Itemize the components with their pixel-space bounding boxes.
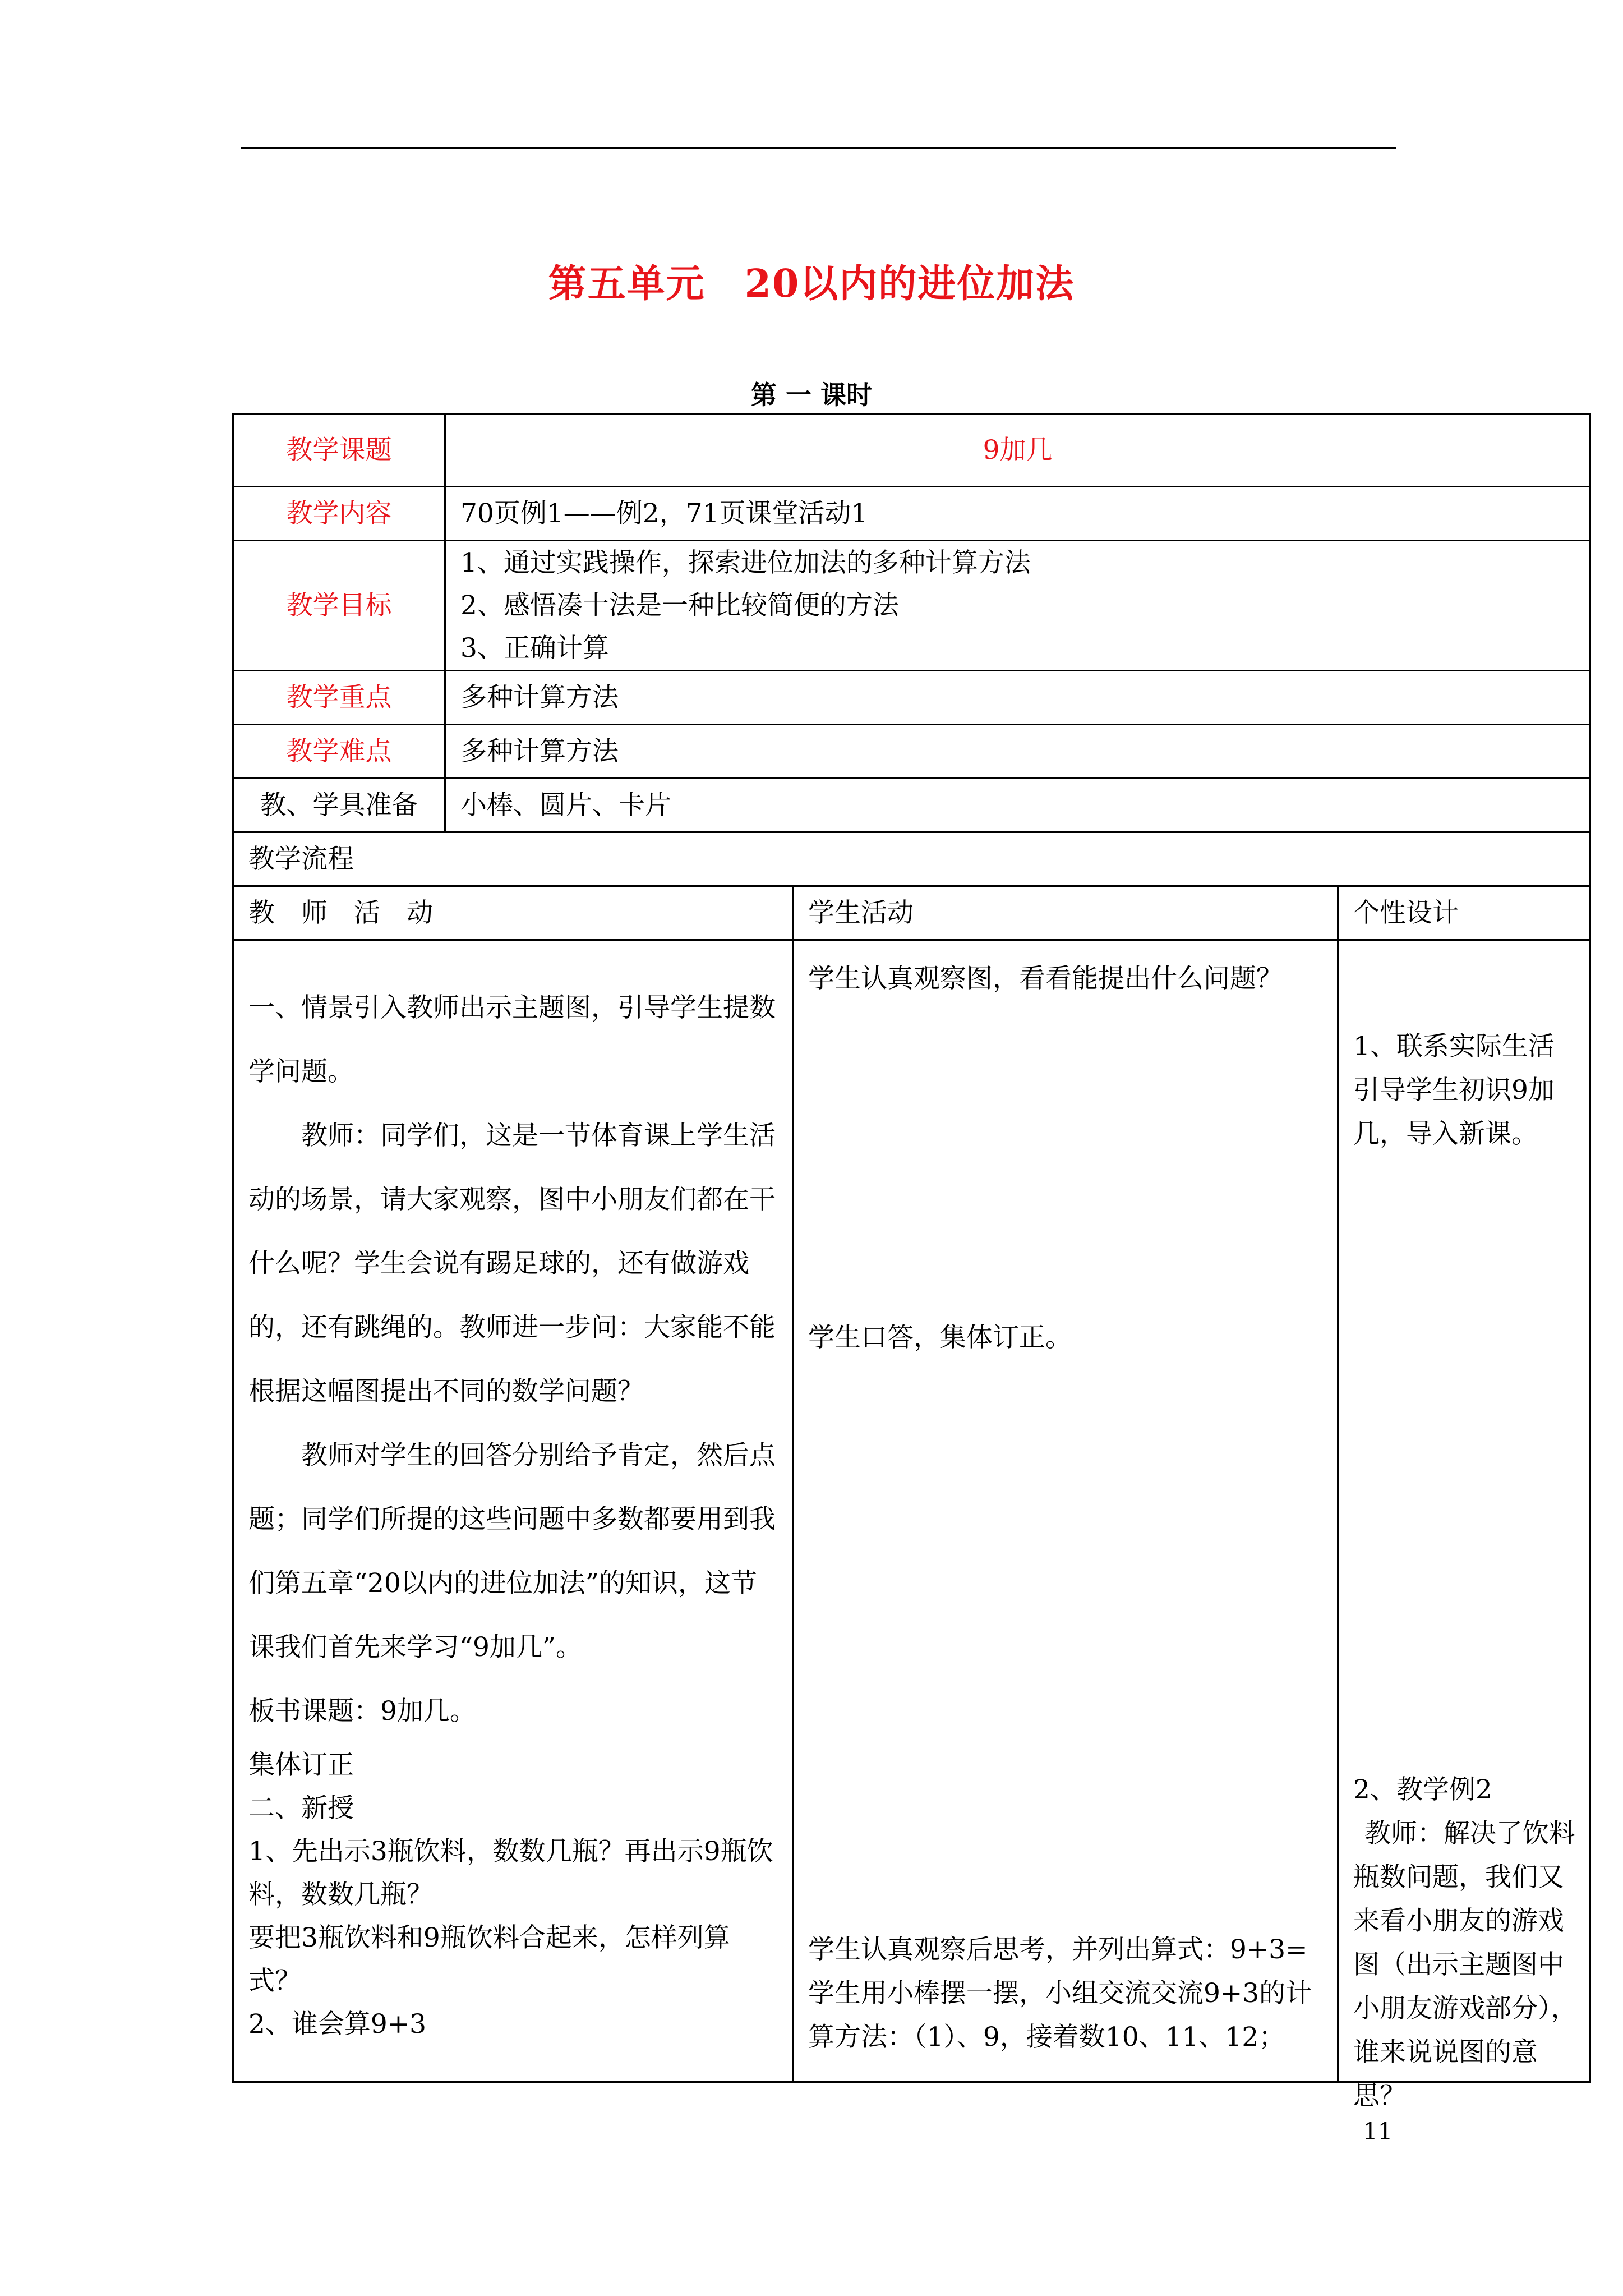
student-item: 学生认真观察后思考，并列出算式：9+3=学生用小棒摆一摆，小组交流交流9+3的计算方法：（1）、9，接着数10、11、12； <box>808 1934 1312 2053</box>
design-item: 2、教学例2 <box>1353 1774 1492 1805</box>
row-goals <box>233 541 1590 671</box>
row-difficulty <box>233 725 1590 779</box>
row-flow-body <box>233 940 1590 2082</box>
row-key-point <box>233 671 1590 725</box>
teacher-activity-cell <box>233 940 793 2082</box>
goal-item: 3、正确计算 <box>460 632 609 664</box>
teacher-paragraph: 板书课题：9加几。 <box>248 1696 476 1727</box>
teacher-column-header: 教 师 活 动 <box>233 886 793 940</box>
difficulty-value: 多种计算方法 <box>445 725 1590 779</box>
teacher-line: 1、先出示3瓶饮料，数数几瓶？再出示9瓶饮料，数数几瓶？ <box>248 1836 773 1910</box>
content-label: 教学内容 <box>233 487 445 541</box>
design-cell <box>1338 940 1590 2111</box>
lesson-title: 第 一 课时 <box>750 380 873 410</box>
row-flow-label <box>233 832 1590 886</box>
unit-title: 第五单元 20以内的进位加法 <box>548 261 1075 306</box>
design-item: 教师：解决了饮料瓶数问题，我们又来看小朋友的游戏图（出示主题图中小朋友游戏部分），谁来说说图的意思？ <box>1353 1818 1578 2111</box>
key-value: 多种计算方法 <box>445 671 1590 725</box>
content-value: 70页例1——例2，71页课堂活动1 <box>445 487 1590 541</box>
teacher-line: 二、新授 <box>248 1793 354 1824</box>
goal-list <box>445 541 1590 671</box>
topic-label: 教学课题 <box>233 414 445 487</box>
key-label: 教学重点 <box>233 671 445 725</box>
row-flow-header <box>233 886 1590 940</box>
topic-value: 9加几 <box>445 414 1590 487</box>
student-item: 学生口答，集体订正。 <box>808 1322 1072 1353</box>
row-topic <box>233 414 1590 487</box>
design-item: 1、联系实际生活引导学生初识9加几，导入新课。 <box>1353 1031 1555 1149</box>
student-activity-cell <box>793 940 1338 2082</box>
design-column-header: 个性设计 <box>1338 886 1590 940</box>
row-tools <box>233 779 1590 832</box>
teacher-line: 要把3瓶饮料和9瓶饮料合起来，怎样列算式？ <box>248 1922 730 1996</box>
student-item: 学生认真观察图，看看能提出什么问题？ <box>808 963 1283 994</box>
goal-label: 教学目标 <box>233 541 445 671</box>
flow-label: 教学流程 <box>233 832 1590 886</box>
teacher-paragraph: 一、情景引入教师出示主题图，引导学生提数学问题。 <box>248 992 776 1087</box>
difficulty-label: 教学难点 <box>233 725 445 779</box>
row-content <box>233 487 1590 541</box>
header-rule <box>241 147 1396 149</box>
teacher-line: 集体订正 <box>248 1750 354 1780</box>
lesson-plan-table <box>232 413 1591 2111</box>
student-column-header: 学生活动 <box>793 886 1338 940</box>
goal-item: 2、感悟凑十法是一种比较简便的方法 <box>460 590 899 621</box>
tools-label: 教、学具准备 <box>233 779 445 832</box>
tools-value: 小棒、圆片、卡片 <box>445 779 1590 832</box>
teacher-line: 2、谁会算9+3 <box>248 2009 427 2040</box>
page-number: 11 <box>1363 2118 1393 2145</box>
teacher-paragraph: 教师：同学们，这是一节体育课上学生活动的场景，请大家观察，图中小朋友们都在干什么呢？学生会说有踢足球的，还有做游戏的，还有跳绳的。教师进一步问：大家能不能根据这幅图提出不同的数学问题？ <box>248 1120 776 1407</box>
teacher-paragraph: 教师对学生的回答分别给予肯定，然后点题；同学们所提的这些问题中多数都要用到我们第五章“20以内的进位加法”的知识，这节课我们首先来学习“9加几”。 <box>248 1440 776 1663</box>
goal-item: 1、通过实践操作，探索进位加法的多种计算方法 <box>460 547 1031 578</box>
